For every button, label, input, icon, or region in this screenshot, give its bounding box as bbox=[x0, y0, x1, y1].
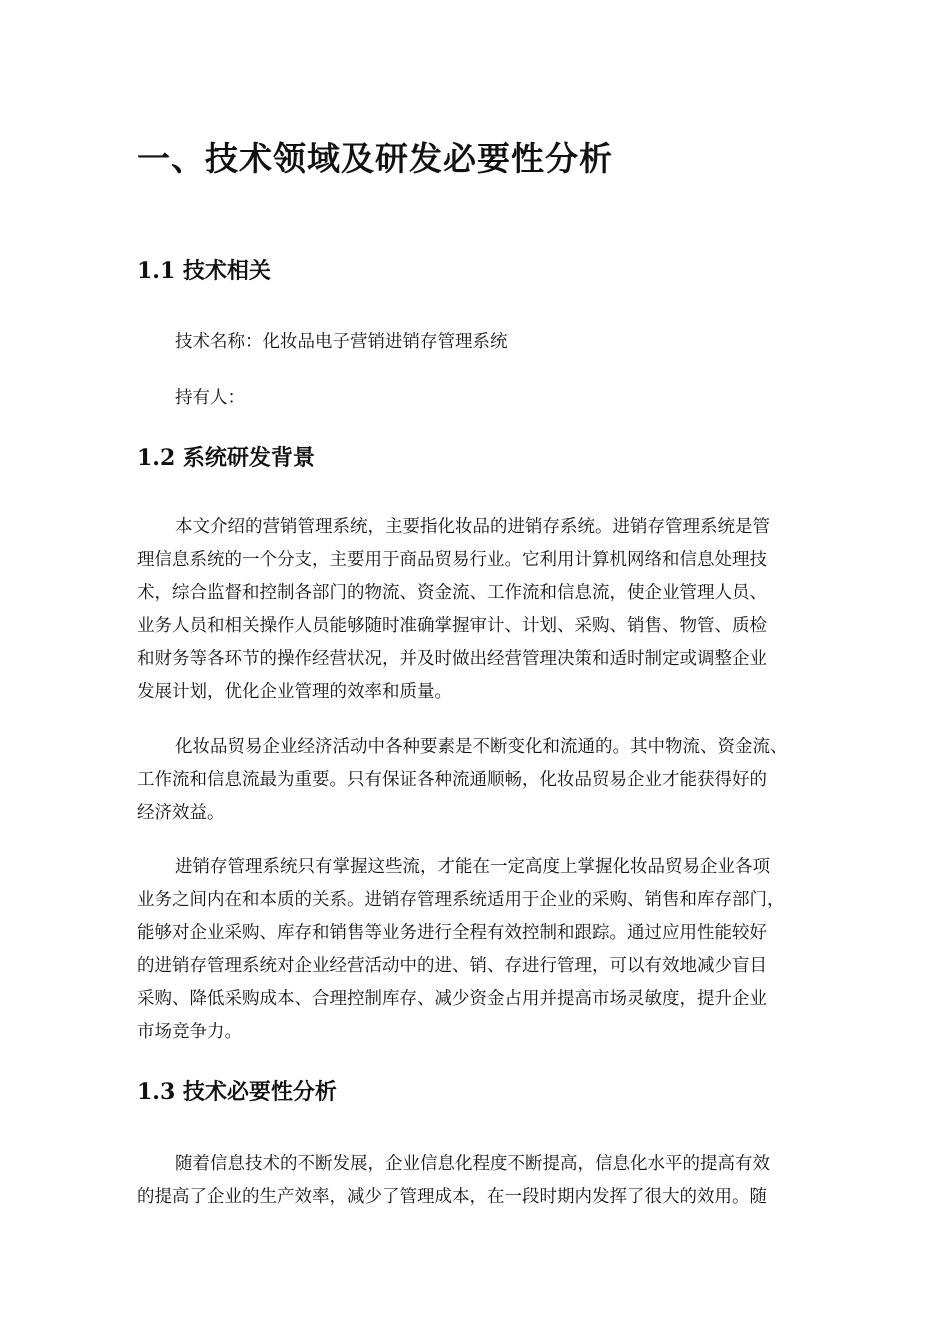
paragraph-line: 发展计划，优化企业管理的效率和质量。 bbox=[137, 682, 452, 702]
chapter-heading: 一、技术领域及研发必要性分析 bbox=[137, 139, 613, 178]
paragraph-line: 业务人员和相关操作人员能够随时准确掌握审计、计划、采购、销售、物管、质检 bbox=[137, 616, 767, 636]
paragraph-line: 工作流和信息流最为重要。只有保证各种流通顺畅，化妆品贸易企业才能获得好的 bbox=[137, 770, 767, 790]
section-heading-1-1: 1.1 技术相关 bbox=[137, 258, 271, 284]
paragraph-line: 经济效益。 bbox=[137, 803, 225, 823]
section-heading-1-3: 1.3 技术必要性分析 bbox=[137, 1079, 337, 1105]
paragraph-line: 市场竞争力。 bbox=[137, 1022, 242, 1042]
paragraph-line: 进销存管理系统只有掌握这些流，才能在一定高度上掌握化妆品贸易企业各项 bbox=[175, 857, 770, 877]
tech-name-line: 技术名称：化妆品电子营销进销存管理系统 bbox=[175, 332, 508, 352]
paragraph-line: 术，综合监督和控制各部门的物流、资金流、工作流和信息流，使企业管理人员、 bbox=[137, 583, 767, 603]
paragraph-line: 化妆品贸易企业经济活动中各种要素是不断变化和流通的。其中物流、资金流、 bbox=[175, 737, 788, 757]
paragraph-line: 采购、降低采购成本、合理控制库存、减少资金占用并提高市场灵敏度，提升企业 bbox=[137, 989, 767, 1009]
paragraph-line: 业务之间内在和本质的关系。进销存管理系统适用于企业的采购、销售和库存部门， bbox=[137, 890, 785, 910]
paragraph-line: 的提高了企业的生产效率，减少了管理成本，在一段时期内发挥了很大的效用。随 bbox=[137, 1187, 767, 1207]
paragraph-line: 的进销存管理系统对企业经营活动中的进、销、存进行管理，可以有效地减少盲目 bbox=[137, 956, 767, 976]
paragraph-line: 和财务等各环节的操作经营状况，并及时做出经营管理决策和适时制定或调整企业 bbox=[137, 649, 767, 669]
paragraph-line: 能够对企业采购、库存和销售等业务进行全程有效控制和跟踪。通过应用性能较好 bbox=[137, 923, 767, 943]
section-heading-1-2: 1.2 系统研发背景 bbox=[137, 445, 315, 471]
paragraph-line: 本文介绍的营销管理系统，主要指化妆品的进销存系统。进销存管理系统是管 bbox=[175, 517, 770, 537]
holder-line: 持有人： bbox=[175, 388, 245, 408]
paragraph-line: 理信息系统的一个分支，主要用于商品贸易行业。它利用计算机网络和信息处理技 bbox=[137, 550, 767, 570]
paragraph-line: 随着信息技术的不断发展，企业信息化程度不断提高，信息化水平的提高有效 bbox=[175, 1154, 770, 1174]
